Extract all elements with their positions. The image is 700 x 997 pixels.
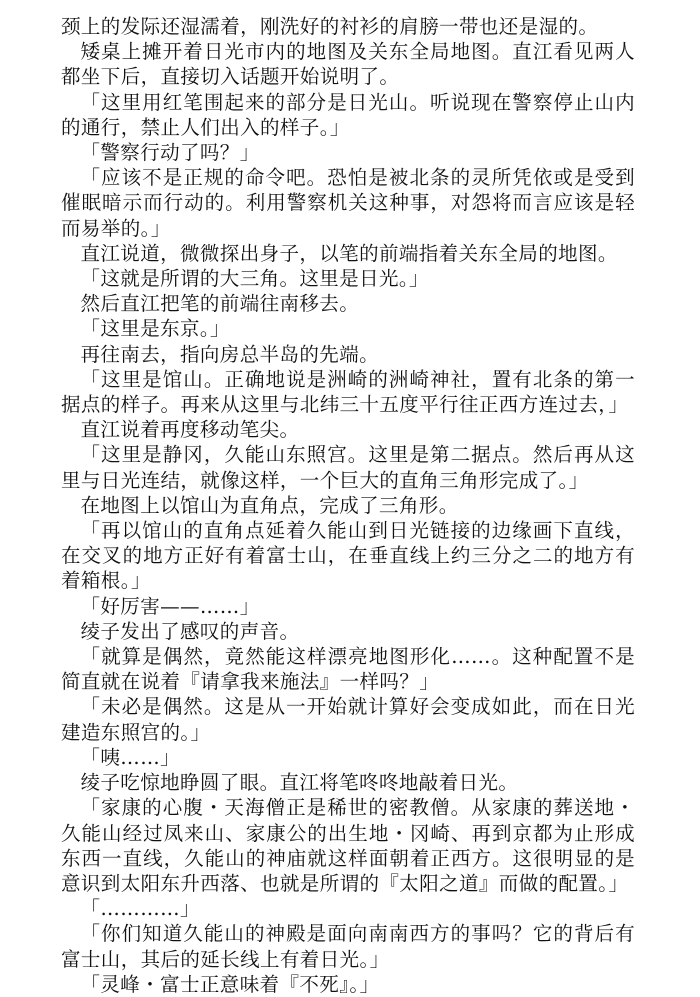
paragraph: 「这里是静冈，久能山东照宫。这里是第二据点。然后再从这里与日光连结，就像这样，一个巨大的直角三角形完成了。」 [61,443,635,492]
paragraph: 直江说着再度移动笔尖。 [80,418,300,442]
paragraph: 直江说道，微微探出身子，以笔的前端指着关东全局的地图。 [80,241,618,265]
paragraph: 然后直江把笔的前端往南移去。 [80,292,360,316]
paragraph: 「再以馆山的直角点延着久能山到日光链接的边缘画下直线，在交叉的地方正好有着富士山，在垂直线上约三分之二的地方有着箱根。」 [61,519,635,593]
paragraph: 再往南去，指向房总半岛的先端。 [80,342,380,366]
paragraph: 「…………」 [80,897,200,921]
paragraph: 「这里用红笔围起来的部分是日光山。听说现在警察停止山内的通行，禁止人们出入的样子。」 [61,90,635,139]
paragraph: 「灵峰・富士正意味着『不死』。」 [80,972,380,996]
paragraph: 「应该不是正规的命令吧。恐怕是被北条的灵所凭依或是受到催眠暗示而行动的。利用警察机关这种事，对怨将而言应该是轻而易举的。」 [61,166,635,240]
page-body [61,14,635,997]
paragraph: 在地图上以馆山为直角点，完成了三角形。 [80,493,459,517]
paragraph: 「家康的心腹・天海僧正是稀世的密教僧。从家康的葬送地・久能山经过凤来山、家康公的出生地・冈崎、再到京都为止形成东西一直线，久能山的神庙就这样面朝着正西方。这很明显的是意识到太阳东升西落、也就是所谓的『太阳之道』而做的配置。」 [61,796,635,895]
paragraph: 颈上的发际还湿濡着，刚洗好的衬衫的肩膀一带也还是湿的。 [61,15,599,38]
paragraph: 「你们知道久能山的神殿是面向南南西方的事吗？它的背后有富士山，其后的延长线上有着日光。」 [61,922,635,971]
paragraph: 「好厉害——……」 [80,594,260,618]
paragraph: 「警察行动了吗？」 [80,141,260,165]
paragraph: 「这里是东京。」 [80,317,230,341]
paragraph: 「这里是馆山。正确地说是洲崎的洲崎神社，置有北条的第一据点的样子。再来从这里与北纬三十五度平行往正西方连过去，」 [61,367,635,417]
paragraph: 绫子吃惊地睁圆了眼。直江将笔咚咚地敲着日光。 [80,771,519,795]
paragraph: 「咦……」 [80,745,181,769]
paragraph: 矮桌上摊开着日光市内的地图及关东全局地图。直江看见两人都坐下后，直接切入话题开始说明了。 [61,40,635,89]
paragraph: 「未必是偶然。这是从一开始就计算好会变成如此，而在日光建造东照宫的。」 [61,695,635,744]
paragraph: 「这就是所谓的大三角。这里是日光。」 [80,267,429,291]
paragraph: 「就算是偶然，竟然能这样漂亮地图形化……。这种配置不是简直就在说着『请拿我来施法』一样吗？」 [61,645,635,694]
paragraph: 绫子发出了感叹的声音。 [80,619,300,643]
